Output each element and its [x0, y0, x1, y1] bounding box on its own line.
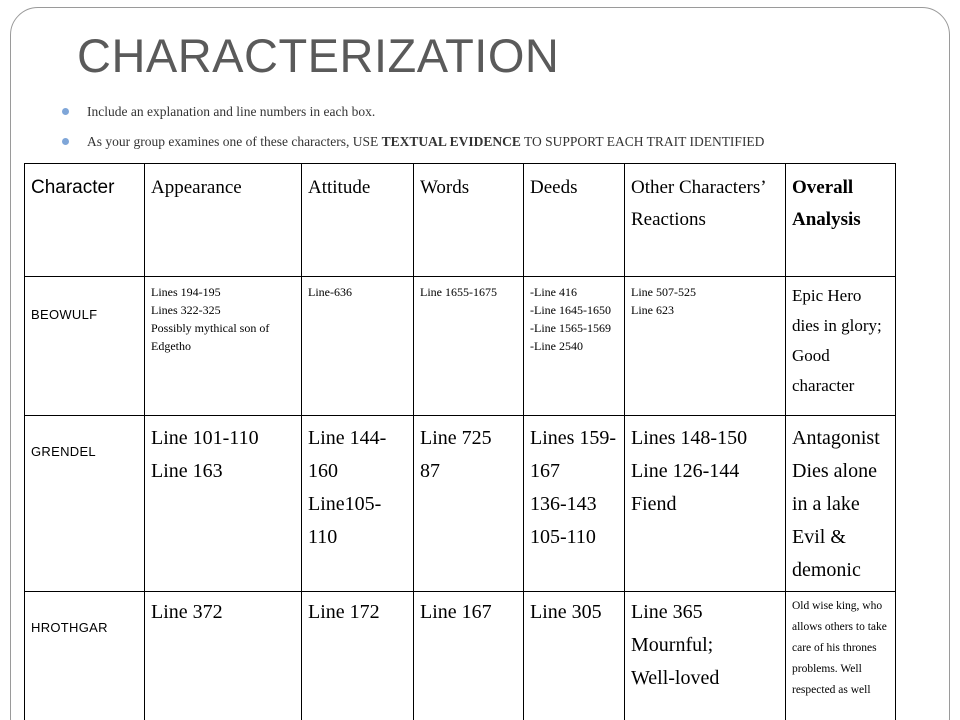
table-row	[25, 416, 896, 592]
cell-overall-analysis: Antagonist Dies alone in a lake Evil & demonic	[786, 416, 896, 592]
cell-other-reactions	[625, 277, 786, 416]
bullet-text: Include an explanation and line numbers in each box.	[87, 104, 376, 119]
cell-attitude	[302, 416, 414, 592]
slide-title: CHARACTERIZATION	[77, 29, 560, 82]
cell-character	[25, 592, 145, 720]
cell-line: Line 372	[151, 601, 223, 623]
cell-appearance	[145, 277, 302, 416]
bullet-text-bold: TEXTUAL EVIDENCE	[381, 134, 521, 149]
header-deeds: Deeds	[524, 164, 625, 277]
cell-line: Line105-110	[308, 493, 382, 548]
cell-line: Possibly mythical son of Edgetho	[151, 321, 270, 353]
bullet-text-before: As your group examines one of these characters, USE	[87, 134, 382, 149]
cell-other-reactions	[625, 592, 786, 720]
cell-line: -Line 1645-1650	[530, 303, 611, 317]
cell-other-reactions	[625, 416, 786, 592]
cell-overall-analysis: Old wise king, who allows others to take care of his thrones problems. Well respected as well	[786, 592, 896, 720]
cell-line: Line 725	[420, 427, 492, 449]
characterization-table	[24, 163, 896, 720]
cell-attitude	[302, 277, 414, 416]
table-row	[25, 592, 896, 720]
cell-overall-analysis: Epic Hero dies in glory; Good character	[786, 277, 896, 416]
cell-line: Lines 148-150	[631, 427, 748, 449]
header-overall-analysis: Overall Analysis	[786, 164, 896, 277]
cell-line: Well-loved	[631, 667, 720, 689]
cell-line: Lines 322-325	[151, 303, 221, 317]
cell-appearance	[145, 592, 302, 720]
bullet-item	[62, 131, 764, 161]
bullet-dot-icon	[62, 138, 69, 145]
bullet-list	[62, 101, 764, 161]
cell-line: Line 172	[308, 601, 380, 623]
cell-deeds	[524, 277, 625, 416]
cell-line: -Line 1565-1569	[530, 321, 611, 335]
header-attitude: Attitude	[302, 164, 414, 277]
cell-line: Line 365	[631, 601, 703, 623]
cell-words	[414, 416, 524, 592]
cell-line: Lines 159-167	[530, 427, 617, 482]
cell-line: 136-143	[530, 493, 597, 515]
header-words: Words	[414, 164, 524, 277]
cell-line: Lines 194-195	[151, 285, 221, 299]
header-character: Character	[25, 164, 145, 277]
header-other-reactions: Other Characters’ Reactions	[625, 164, 786, 277]
cell-line: 87	[420, 460, 440, 482]
cell-line: Line 167	[420, 601, 492, 623]
cell-attitude	[302, 592, 414, 720]
cell-line: -Line 416	[530, 285, 577, 299]
character-name: HROTHGAR	[31, 620, 108, 635]
table-row	[25, 277, 896, 416]
cell-character	[25, 416, 145, 592]
cell-deeds	[524, 592, 625, 720]
cell-line: Fiend	[631, 493, 677, 515]
cell-line: Line 507-525	[631, 285, 696, 299]
cell-line: Line-636	[308, 285, 352, 299]
table-header-row	[25, 164, 896, 277]
cell-deeds	[524, 416, 625, 592]
cell-words	[414, 277, 524, 416]
cell-appearance	[145, 416, 302, 592]
cell-line: Line 1655-1675	[420, 285, 497, 299]
cell-line: 105-110	[530, 526, 596, 548]
cell-line: Line 163	[151, 460, 223, 482]
bullet-dot-icon	[62, 108, 69, 115]
cell-character	[25, 277, 145, 416]
character-name: BEOWULF	[31, 307, 98, 322]
cell-line: -Line 2540	[530, 339, 583, 353]
header-appearance: Appearance	[145, 164, 302, 277]
bullet-text-after: TO SUPPORT EACH TRAIT IDENTIFIED	[520, 134, 765, 149]
cell-line: Line 144-160	[308, 427, 387, 482]
cell-line: Line 126-144	[631, 460, 740, 482]
cell-words	[414, 592, 524, 720]
cell-line: Line 101-110	[151, 427, 259, 449]
cell-line: Mournful;	[631, 634, 714, 656]
character-name: GRENDEL	[31, 444, 96, 459]
bullet-item	[62, 101, 764, 131]
cell-line: Line 305	[530, 601, 602, 623]
cell-line: Line 623	[631, 303, 674, 317]
